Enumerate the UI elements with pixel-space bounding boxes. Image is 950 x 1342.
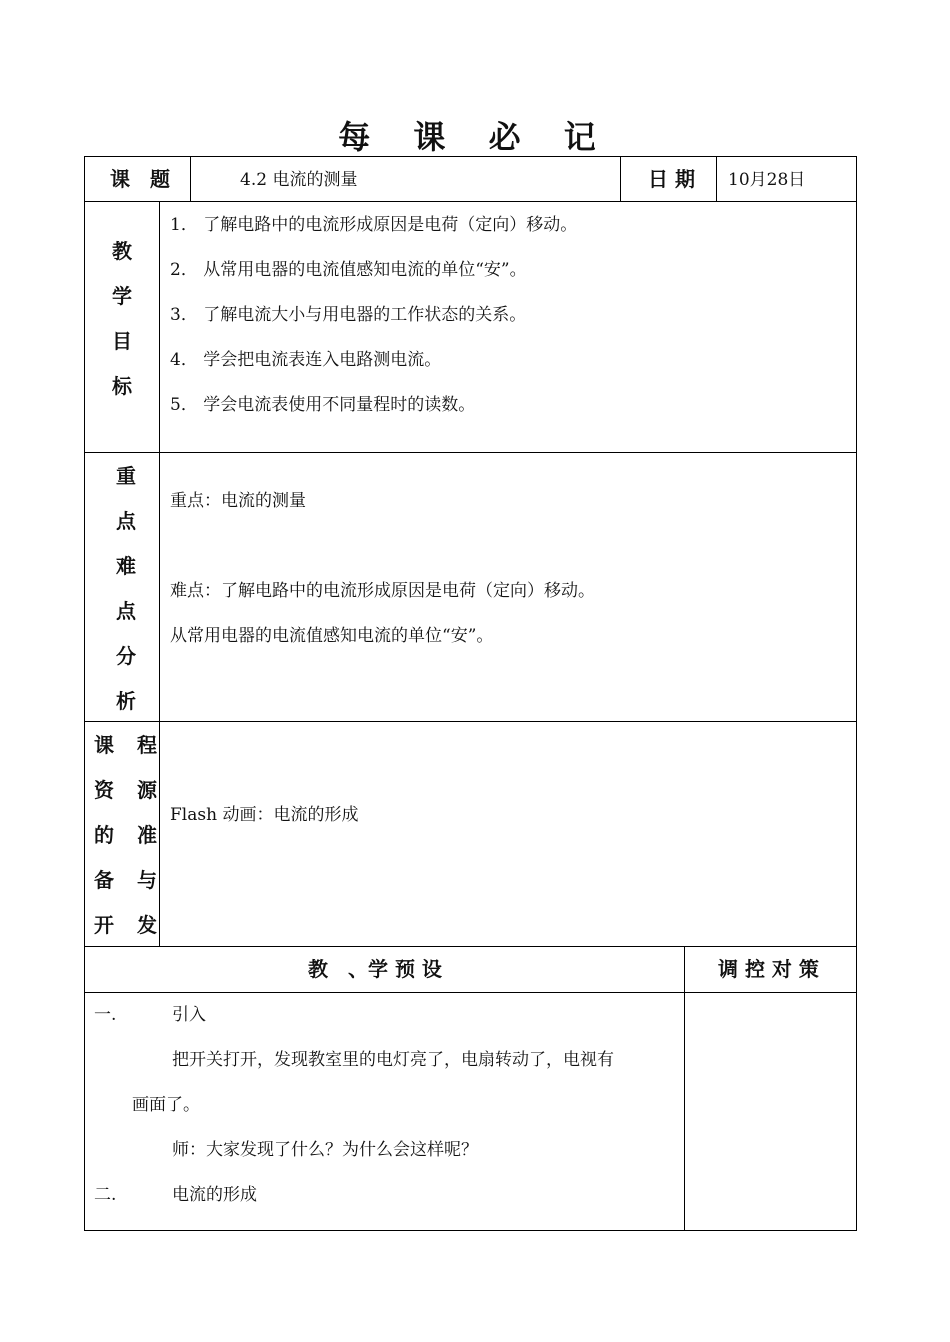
objective-item: 3． 了解电流大小与用电器的工作状态的关系。 xyxy=(170,305,527,325)
difficult-point-text: 难点：了解电路中的电流形成原因是电荷（定向）移动。 xyxy=(170,581,595,601)
row-divider xyxy=(84,452,857,453)
col-divider xyxy=(716,156,717,201)
resources-label: 课 程 资 源 的 准 备 与 开 发 xyxy=(94,733,165,937)
page-title: 每 课 必 记 xyxy=(338,118,612,156)
section-title: 电流的形成 xyxy=(172,1185,257,1205)
key-points-label: 重 点 难 点 分 析 xyxy=(116,464,136,713)
objective-item: 5． 学会电流表使用不同量程时的读数。 xyxy=(170,395,476,415)
section-number: 一. xyxy=(94,1005,117,1025)
objective-item: 4． 学会把电流表连入电路测电流。 xyxy=(170,350,442,370)
key-point-text: 重点：电流的测量 xyxy=(170,491,306,511)
section-number: 二. xyxy=(94,1185,117,1205)
plan-header-right: 调 控 对 策 xyxy=(718,957,819,981)
col-divider xyxy=(684,946,685,1231)
difficult-point-text-2: 从常用电器的电流值感知电流的单位“安”。 xyxy=(170,626,494,646)
paragraph-line: 师：大家发现了什么？为什么会这样呢？ xyxy=(172,1140,478,1160)
objective-item: 2． 从常用电器的电流值感知电流的单位“安”。 xyxy=(170,260,527,280)
row-divider xyxy=(84,721,857,722)
section-title: 引入 xyxy=(172,1005,206,1025)
row-divider xyxy=(84,201,857,202)
date-value: 10月28日 xyxy=(728,170,806,190)
topic-label: 课 题 xyxy=(110,167,170,191)
row-divider xyxy=(84,946,857,947)
paragraph-line: 画面了。 xyxy=(132,1095,200,1115)
date-label: 日 期 xyxy=(648,167,695,191)
plan-header-left: 教 、学 预 设 xyxy=(308,957,442,981)
col-divider xyxy=(190,156,191,201)
paragraph-line: 把开关打开，发现教室里的电灯亮了，电扇转动了，电视有 xyxy=(172,1050,614,1070)
row-divider xyxy=(84,992,857,993)
col-divider xyxy=(620,156,621,201)
objectives-label: 教 学 目 标 xyxy=(112,239,132,398)
topic-value: 4.2 电流的测量 xyxy=(240,170,358,190)
objective-item: 1． 了解电路中的电流形成原因是电荷（定向）移动。 xyxy=(170,215,578,235)
resources-content: Flash 动画：电流的形成 xyxy=(170,805,359,825)
